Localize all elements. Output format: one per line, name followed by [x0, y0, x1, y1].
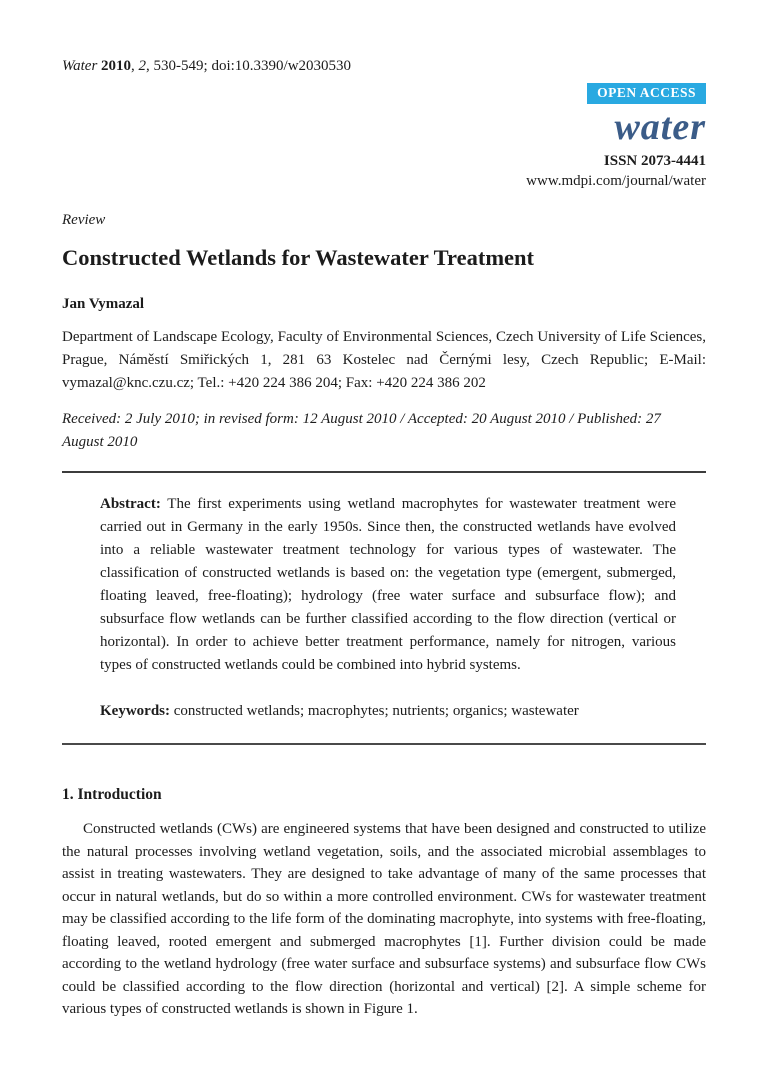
citation-line [62, 57, 706, 75]
article-type-label: Review [62, 212, 106, 228]
abstract-label: Abstract: [100, 496, 161, 512]
keywords-text: constructed wetlands; macrophytes; nutrients; organics; wastewater [170, 703, 579, 719]
introduction-paragraph: Constructed wetlands (CWs) are engineered systems that have been designed and constructed to utilize the natural processes involving wetland vegetation, soils, and the associated microbial assemblages to assist in treating wastewaters. They are designed to take advantage of many of the same processes that occur in natural wetlands, but do so within a more controlled environment. CWs for wastewater treatment may be classified according to the life form of the dominating macrophyte, into systems with free-floating, floating leaved, rooted emergent and submerged macrophytes [1]. Further division could be made according to the wetland hydrology (free water surface and subsurface systems) and subsurface flow CWs could be classified according to the flow direction (horizontal and vertical) [2]. A simple scheme for various types of constructed wetlands is shown in Figure 1. [62, 821, 706, 1017]
abstract-paragraph [100, 493, 676, 677]
separator-line-top [62, 471, 706, 473]
citation-journal: Water [62, 58, 102, 74]
author-affiliation: Department of Landscape Ecology, Faculty of Environmental Sciences, Czech University of Life Sciences, Prague, Náměstí Smiřických 1, 281 63 Kostelec nad Černými lesy, Czech Republic; E-Mail: vymazal@knc.czu.cz; Tel.: +420 224 386 204; Fax: +420 224 386 202 [62, 329, 706, 391]
article-title: Constructed Wetlands for Wastewater Treatment [62, 245, 535, 270]
section-heading-introduction: 1. Introduction [62, 786, 162, 803]
journal-logo: water [614, 106, 706, 148]
author-name: Jan Vymazal [62, 296, 145, 312]
journal-website-url: www.mdpi.com/journal/water [526, 173, 706, 189]
citation-volume: 2 [138, 58, 147, 74]
separator-line-bottom [62, 743, 706, 745]
keywords-line [100, 700, 676, 723]
keywords-label: Keywords: [100, 703, 170, 719]
publication-history: Received: 2 July 2010; in revised form: 12 August 2010 / Accepted: 20 August 2010 / Published: 27 August 2010 [62, 411, 661, 450]
abstract-text: The first experiments using wetland macrophytes for wastewater treatment were carried out in Germany in the early 1950s. Since then, the constructed wetlands have evolved into a reliable wastewater treatment technology for various types of wastewater. The classification of constructed wetlands is based on: the vegetation type (emergent, submerged, floating leaved, free-floating); hydrology (free water surface and subsurface flow); and subsurface flow wetlands can be further classified according to the flow direction (vertical or horizontal). In order to achieve better treatment performance, namely for nitrogen, various types of constructed wetlands could be combined into hybrid systems. [100, 496, 676, 673]
citation-comma: , [131, 58, 139, 74]
journal-brand-block [62, 83, 706, 191]
open-access-badge: OPEN ACCESS [587, 83, 706, 104]
issn-number: ISSN 2073-4441 [603, 153, 706, 169]
citation-pages-doi: , 530-549; doi:10.3390/w2030530 [146, 58, 352, 74]
citation-year: 2010 [101, 58, 132, 74]
